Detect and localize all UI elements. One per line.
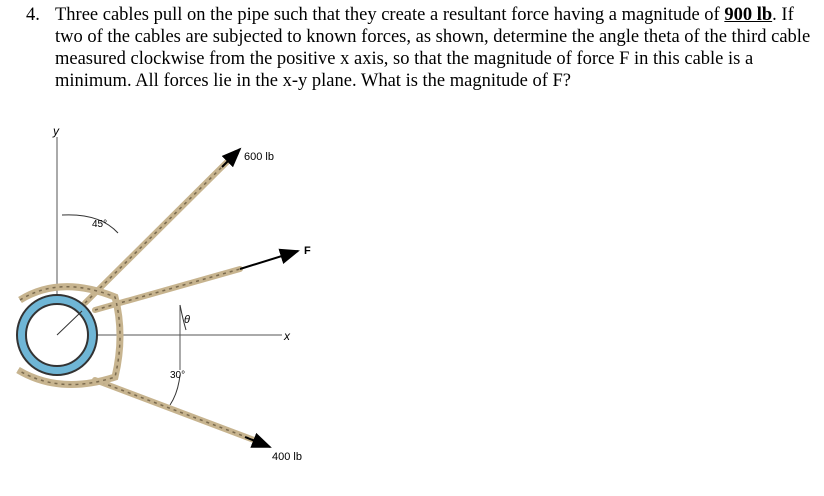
x-axis-label: x: [284, 329, 290, 343]
problem-text: [55, 4, 815, 92]
arrow-F: [240, 251, 298, 269]
rope-400lb: [95, 380, 262, 443]
force-F-label: F: [304, 245, 311, 257]
y-axis-label: y: [53, 125, 59, 138]
problem-text-part1: Three cables pull on the pipe such that they create a resultant force having a magnitude of: [55, 5, 720, 25]
force-600-label: 600 lb: [244, 151, 274, 163]
angle-30-label: 30°: [170, 370, 186, 381]
problem-number: 4.: [26, 5, 40, 25]
problem-text-part2: . If two of the cables are subjected to known forces, as shown, determine the angle theta of the third cable measured clockwise from the positive x axis, so that the magnitude of force F in this cable is a minimum. All forces lie in the x-y plane. What is the magnitude of F?: [55, 5, 811, 91]
force-400-label: 400 lb: [272, 451, 302, 463]
pipe-cable-figure: [0, 125, 824, 491]
angle-45-arc: [62, 215, 118, 233]
arrow-600lb: [222, 149, 240, 167]
theta-label: θ: [184, 314, 190, 326]
pipe: [17, 295, 97, 375]
resultant-magnitude: 900 lb: [724, 5, 773, 25]
rope-600lb: [85, 153, 236, 303]
angle-45-label: 45°: [92, 219, 108, 230]
figure-svg: [0, 125, 824, 491]
